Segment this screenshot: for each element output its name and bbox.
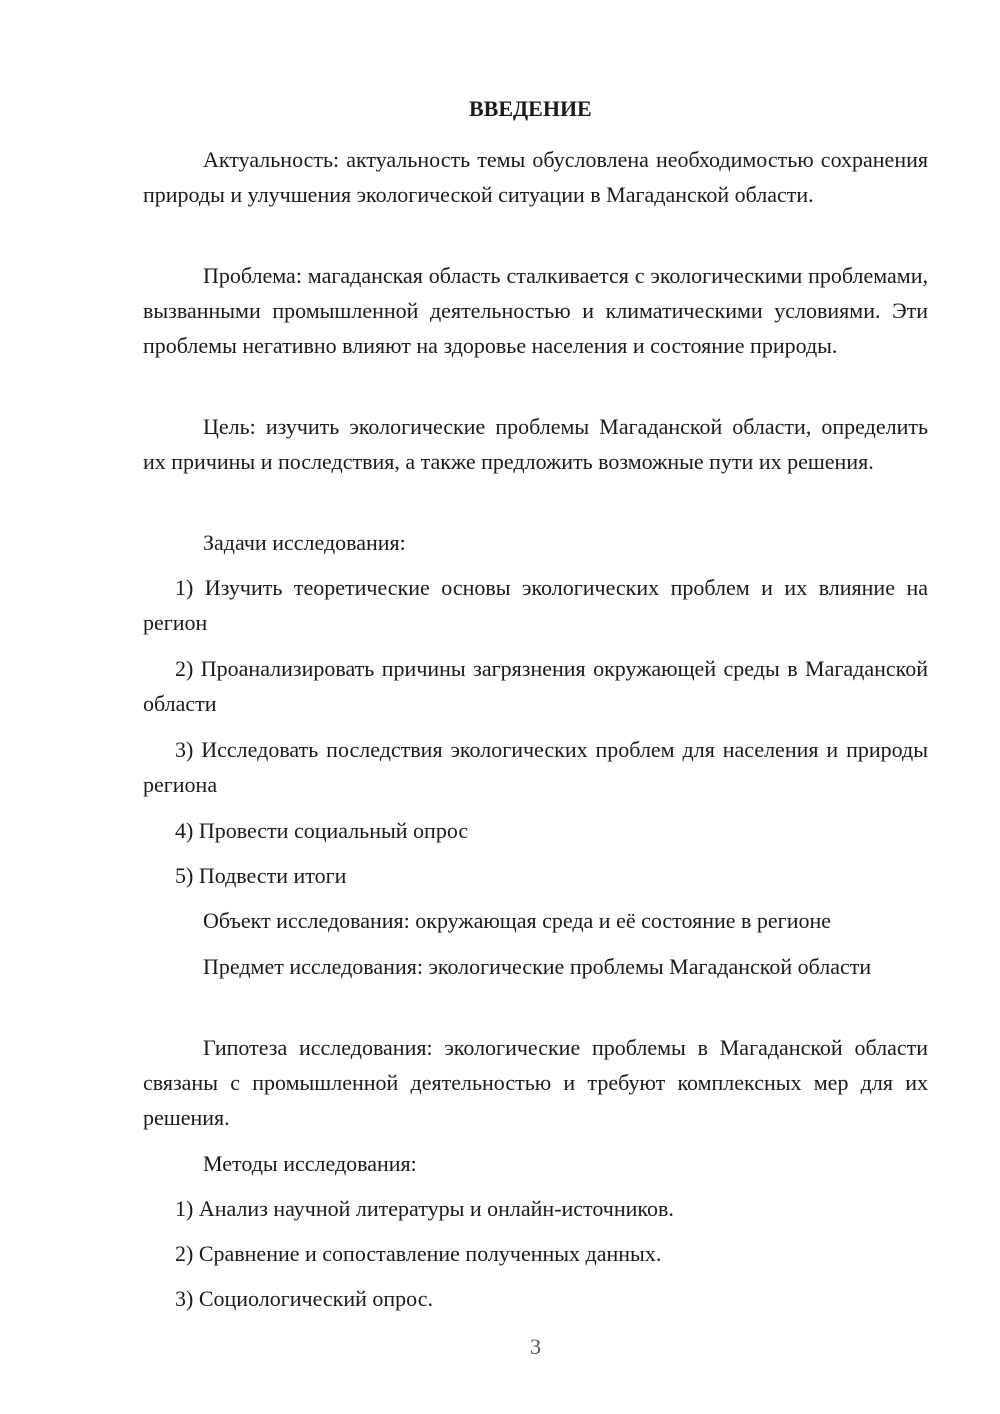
methods-heading: Методы исследования:: [203, 1151, 417, 1176]
task-item-2: 2) Проанализировать причины загрязнения окружающей среды в Магаданской области: [143, 656, 928, 716]
relevance-paragraph: Актуальность: актуальность темы обусловлена необходимостью сохранения природы и улучшения экологической ситуации в Магаданской области.: [143, 147, 928, 207]
method-item-1: 1) Анализ научной литературы и онлайн-источников.: [175, 1196, 674, 1221]
goal-paragraph: Цель: изучить экологические проблемы Магаданской области, определить их причины и последствия, а также предложить возможные пути их решения.: [143, 414, 928, 474]
method-item-3: 3) Социологический опрос.: [175, 1286, 433, 1311]
task-item-4: 4) Провести социальный опрос: [175, 818, 469, 843]
page-number: 3: [530, 1334, 541, 1359]
tasks-heading: Задачи исследования:: [203, 530, 406, 555]
method-item-2: 2) Сравнение и сопоставление полученных данных.: [175, 1241, 662, 1266]
section-heading: ВВЕДЕНИЕ: [469, 96, 592, 121]
task-item-5: 5) Подвести итоги: [175, 863, 347, 888]
subject-paragraph: Предмет исследования: экологические проблемы Магаданской области: [203, 954, 872, 979]
task-item-1: 1) Изучить теоретические основы экологических проблем и их влияние на регион: [143, 575, 928, 635]
hypothesis-paragraph: Гипотеза исследования: экологические проблемы в Магаданской области связаны с промышленной деятельностью и требуют комплексных мер для их решения.: [143, 1035, 928, 1130]
object-paragraph: Объект исследования: окружающая среда и её состояние в регионе: [203, 908, 832, 933]
task-item-3: 3) Исследовать последствия экологических проблем для населения и природы региона: [143, 737, 928, 797]
problem-paragraph: Проблема: магаданская область сталкивается с экологическими проблемами, вызванными промышленной деятельностью и климатическими условиями. Эти проблемы негативно влияют на здоровье населения и состояние природы.: [143, 263, 928, 358]
